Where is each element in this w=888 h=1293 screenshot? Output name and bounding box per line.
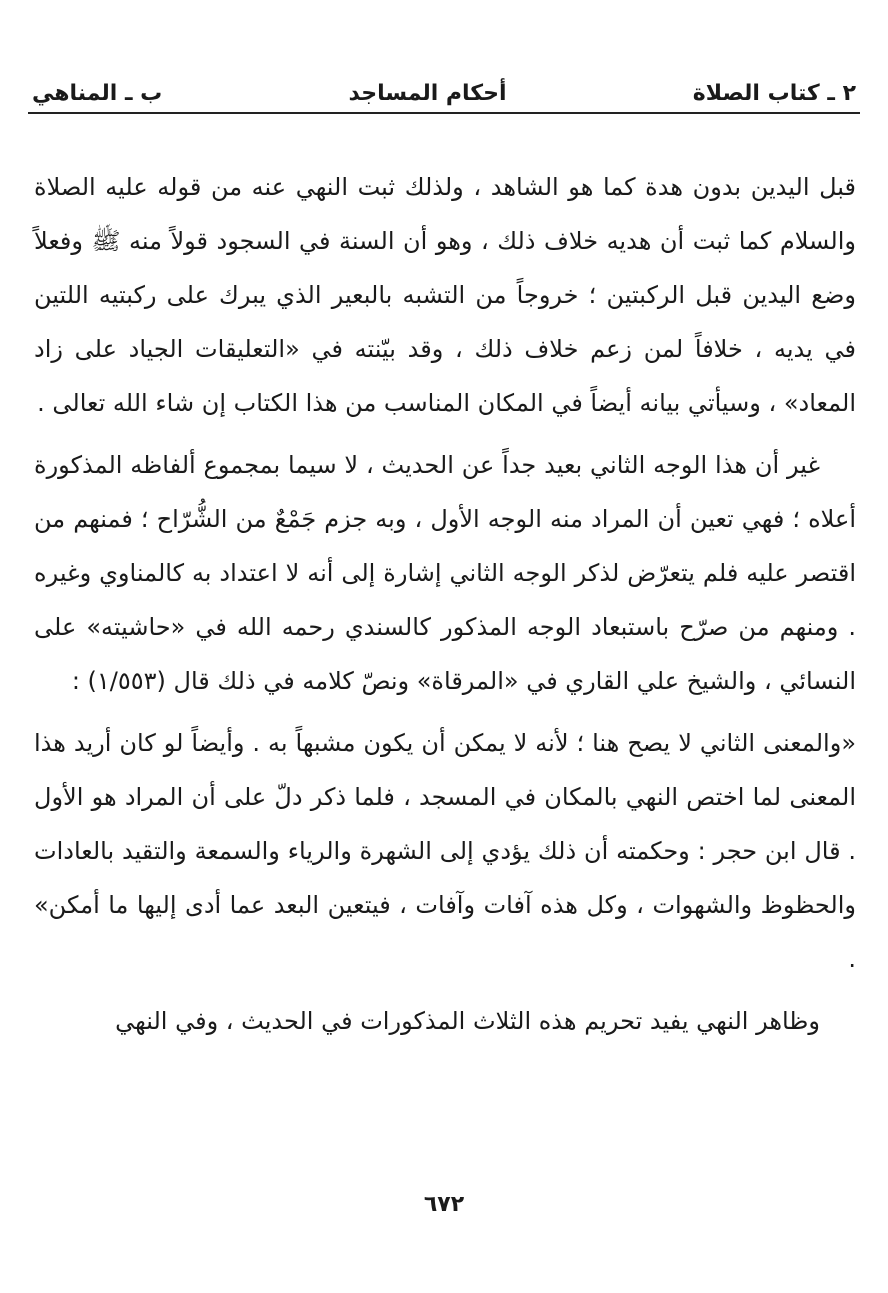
paragraph-1: قبل اليدين بدون هدة كما هو الشاهد ، ولذلك ثبت النهي عنه من قوله عليه الصلاة والسلام كما ثبت أن هديه خلاف ذلك ، وهو أن السنة في السجود قولاً منه ﷺ وفعلاً وضع اليدين قبل الركبتين ؛ خروجاً من التشبه بالبعير الذي يبرك على ركبتيه اللتين في يديه ، خلافاً لمن زعم خلاف ذلك ، وقد بيّنته في «التعليقات الجياد على زاد المعاد» ، وسيأتي بيانه أيضاً في المكان المناسب من هذا الكتاب إن شاء الله تعالى .	[34, 173, 856, 417]
header-title: أحكام المساجد	[348, 81, 507, 106]
page-header	[32, 66, 856, 106]
paragraph-3-quote: «والمعنى الثاني لا يصح هنا ؛ لأنه لا يمكن أن يكون مشبهاً به . وأيضاً لو كان أريد هذا المعنى لما اختص النهي بالمكان في المسجد ، فلما ذكر دلّ على أن المراد هو الأول . قال ابن حجر : وحكمته أن ذلك يؤدي إلى الشهرة والرياء والسمعة والتقيد بالعادات والحظوظ والشهوات ، وكل هذه آفات وآفات ، فيتعين البعد عما أدى إليها ما أمكن» .	[34, 729, 856, 973]
header-divider	[28, 112, 860, 114]
page-body	[34, 160, 856, 1056]
header-section: ب ـ المناهي	[32, 81, 163, 106]
header-chapter: ٢ ـ كتاب الصلاة	[692, 81, 856, 106]
paragraph-2: غير أن هذا الوجه الثاني بعيد جداً عن الحديث ، لا سيما بمجموع ألفاظه المذكورة أعلاه ؛ فهي تعين أن المراد منه الوجه الأول ، وبه جزم جَمْعٌ من الشُّرّاح ؛ فمنهم من اقتصر عليه فلم يتعرّض لذكر الوجه الثاني إشارة إلى أنه لا اعتداد به كالمناوي وغيره . ومنهم من صرّح باستبعاد الوجه المذكور كالسندي رحمه الله في «حاشيته» على النسائي ، والشيخ علي القاري في «المرقاة» ونصّ كلامه في ذلك قال (١/٥٥٣) :	[34, 451, 856, 695]
page-number: ٦٧٢	[423, 1192, 465, 1217]
paragraph-4: وظاهر النهي يفيد تحريم هذه الثلاث المذكورات في الحديث ، وفي النهي	[115, 1007, 820, 1035]
